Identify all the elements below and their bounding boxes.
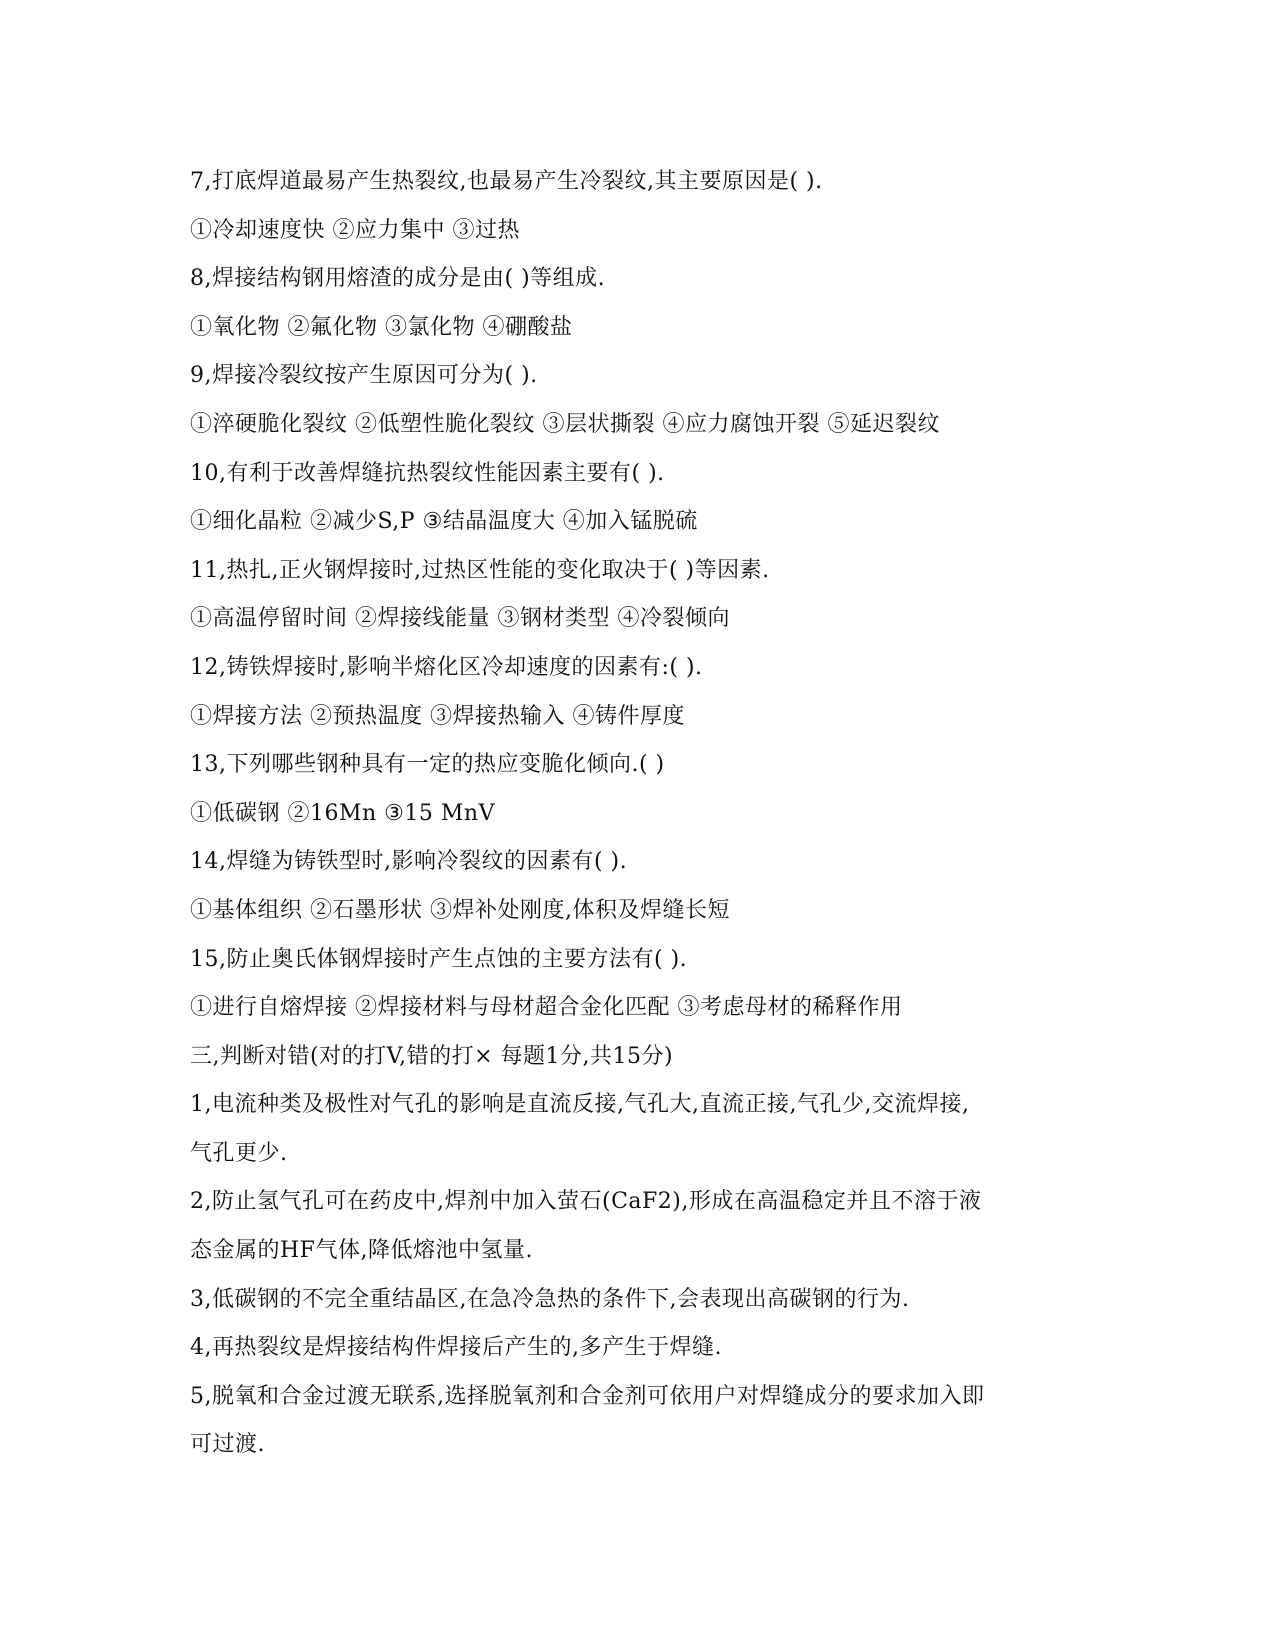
question-8-options: ①氧化物 ②氟化物 ③氯化物 ④硼酸盐 xyxy=(190,314,573,340)
judgment-2-cont: 态金属的HF气体,降低熔池中氢量. xyxy=(190,1238,533,1264)
question-15: 15,防止奥氏体钢焊接时产生点蚀的主要方法有( ). xyxy=(190,946,688,972)
judgment-4: 4,再热裂纹是焊接结构件焊接后产生的,多产生于焊缝. xyxy=(190,1335,722,1361)
judgment-1: 1,电流种类及极性对气孔的影响是直流反接,气孔大,直流正接,气孔少,交流焊接, xyxy=(190,1092,970,1118)
question-14-options: ①基体组织 ②石墨形状 ③焊补处刚度,体积及焊缝长短 xyxy=(190,897,730,923)
question-14: 14,焊缝为铸铁型时,影响冷裂纹的因素有( ). xyxy=(190,849,628,875)
question-7: 7,打底焊道最易产生热裂纹,也最易产生冷裂纹,其主要原因是( ). xyxy=(190,169,823,194)
question-11-options: ①高温停留时间 ②焊接线能量 ③钢材类型 ④冷裂倾向 xyxy=(190,606,730,632)
question-13: 13,下列哪些钢种具有一定的热应变脆化倾向.( ) xyxy=(190,752,665,778)
section-heading: 三,判断对错(对的打V,错的打× 每题1分,共15分) xyxy=(190,1043,674,1069)
question-8: 8,焊接结构钢用熔渣的成分是由( )等组成. xyxy=(190,266,606,292)
question-12-options: ①焊接方法 ②预热温度 ③焊接热输入 ④铸件厚度 xyxy=(190,703,685,729)
judgment-2: 2,防止氢气孔可在药皮中,焊剂中加入萤石(CaF2),形成在高温稳定并且不溶于液 xyxy=(190,1189,982,1215)
judgment-5-cont: 可过渡. xyxy=(190,1432,265,1458)
question-15-options: ①进行自熔焊接 ②焊接材料与母材超合金化匹配 ③考虑母材的稀释作用 xyxy=(190,995,903,1021)
question-7-options: ①冷却速度快 ②应力集中 ③过热 xyxy=(190,217,520,243)
question-13-options: ①低碳钢 ②16Mn ③15 MnV xyxy=(190,800,495,826)
question-10-options: ①细化晶粒 ②减少S,P ③结晶温度大 ④加入锰脱硫 xyxy=(190,509,698,535)
judgment-1-cont: 气孔更少. xyxy=(190,1140,288,1166)
question-12: 12,铸铁焊接时,影响半熔化区冷却速度的因素有:( ). xyxy=(190,654,703,680)
judgment-3: 3,低碳钢的不完全重结晶区,在急冷急热的条件下,会表现出高碳钢的行为. xyxy=(190,1286,910,1312)
question-9-options: ①淬硬脆化裂纹 ②低塑性脆化裂纹 ③层状撕裂 ④应力腐蚀开裂 ⑤延迟裂纹 xyxy=(190,411,940,437)
question-11: 11,热扎,正火钢焊接时,过热区性能的变化取决于( )等因素. xyxy=(190,557,770,583)
question-10: 10,有利于改善焊缝抗热裂纹性能因素主要有( ). xyxy=(190,460,665,486)
document-body xyxy=(190,158,1090,1470)
question-9: 9,焊接冷裂纹按产生原因可分为( ). xyxy=(190,363,538,389)
judgment-5: 5,脱氧和合金过渡无联系,选择脱氧剂和合金剂可依用户对焊缝成分的要求加入即 xyxy=(190,1383,985,1409)
